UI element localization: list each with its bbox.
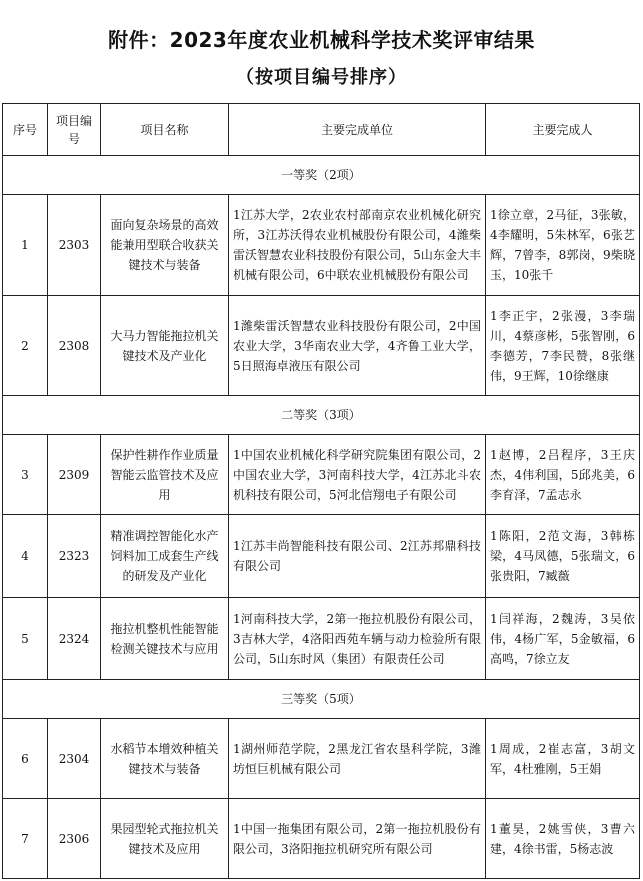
row-project-name: 水稻节本增效种植关键技术与装备 (101, 719, 229, 799)
row-project-name: 拖拉机整机性能智能检测关键技术与应用 (101, 598, 229, 680)
row-people: 1周成，2崔志富，3胡文军，4杜雅刚，5王娟 (486, 719, 640, 799)
row-units: 1潍柴雷沃智慧农业科技股份有限公司，2中国农业大学，3华南农业大学，4齐鲁工业大学，5日照海卓液压有限公司 (229, 296, 486, 396)
section-first-prize (3, 156, 640, 195)
row-seq: 2 (3, 296, 48, 396)
table-row (3, 598, 640, 680)
table-row (3, 515, 640, 598)
table-row (3, 719, 640, 799)
row-code: 2304 (48, 719, 101, 799)
row-seq: 4 (3, 515, 48, 598)
header-name: 项目名称 (101, 104, 229, 156)
table-row (3, 195, 640, 296)
row-project-name: 大马力智能拖拉机关键技术及产业化 (101, 296, 229, 396)
table-row (3, 296, 640, 396)
section-second-prize (3, 396, 640, 435)
row-units: 1江苏丰尚智能科技有限公司、2江苏邦鼎科技有限公司 (229, 515, 486, 598)
row-code: 2308 (48, 296, 101, 396)
row-project-name: 精准调控智能化水产饲料加工成套生产线的研发及产业化 (101, 515, 229, 598)
row-project-name: 保护性耕作作业质量智能云监管技术及应用 (101, 435, 229, 515)
section-label: 一等奖（2项） (3, 156, 640, 195)
row-code: 2303 (48, 195, 101, 296)
section-third-prize (3, 680, 640, 719)
results-table (2, 103, 640, 879)
row-project-name: 面向复杂场景的高效能兼用型联合收获关键技术与装备 (101, 195, 229, 296)
header-seq: 序号 (3, 104, 48, 156)
row-people: 1闫祥海，2魏涛，3吴依伟，4杨广军，5金敏福，6高鸣，7徐立友 (486, 598, 640, 680)
row-seq: 7 (3, 799, 48, 879)
row-project-name: 果园型轮式拖拉机关键技术及应用 (101, 799, 229, 879)
row-people: 1徐立章，2马征，3张敏，4李耀明，5朱林军，6张艺辉，7曾李，8郭岗，9柴晓玉，10张千 (486, 195, 640, 296)
row-people: 1董昊，2姚雪侠，3曹六建，4徐书雷，5杨志波 (486, 799, 640, 879)
document-title: 附件：2023年度农业机械科学技术奖评审结果 (108, 28, 535, 52)
row-code: 2323 (48, 515, 101, 598)
row-people: 1赵博，2吕程序，3王庆杰，4伟利国，5邱兆美，6李育泽，7孟志永 (486, 435, 640, 515)
row-seq: 3 (3, 435, 48, 515)
row-units: 1江苏大学，2农业农村部南京农业机械化研究所，3江苏沃得农业机械股份有限公司，4潍柴雷沃智慧农业科技股份有限公司，5山东金大丰机械有限公司，6中联农业机械股份有限公司 (229, 195, 486, 296)
section-label: 三等奖（5项） (3, 680, 640, 719)
row-seq: 5 (3, 598, 48, 680)
row-code: 2309 (48, 435, 101, 515)
row-units: 1湖州师范学院，2黑龙江省农垦科学院，3潍坊恒巨机械有限公司 (229, 719, 486, 799)
row-units: 1河南科技大学，2第一拖拉机股份有限公司，3吉林大学，4洛阳西苑车辆与动力检验所有限公司，5山东时风（集团）有限责任公司 (229, 598, 486, 680)
row-people: 1李正宇，2张漫，3李瑞川，4蔡彦彬，5张智刚，6李德芳，7李民赞，8张继伟，9王辉，10徐继康 (486, 296, 640, 396)
header-units: 主要完成单位 (229, 104, 486, 156)
header-code: 项目编号 (48, 104, 101, 156)
row-units: 1中国一拖集团有限公司，2第一拖拉机股份有限公司，3洛阳拖拉机研究所有限公司 (229, 799, 486, 879)
row-code: 2324 (48, 598, 101, 680)
row-people: 1陈阳，2范文海，3韩栋梁，4马凤德，5张瑞文，6张贵阳，7臧薇 (486, 515, 640, 598)
document-subtitle: （按项目编号排序） (236, 67, 407, 88)
section-label: 二等奖（3项） (3, 396, 640, 435)
row-seq: 1 (3, 195, 48, 296)
row-units: 1中国农业机械化科学研究院集团有限公司，2中国农业大学，3河南科技大学，4江苏北斗农机科技有限公司，5河北信翔电子有限公司 (229, 435, 486, 515)
row-code: 2306 (48, 799, 101, 879)
header-people: 主要完成人 (486, 104, 640, 156)
table-row (3, 435, 640, 515)
header-row (3, 104, 640, 156)
table-row (3, 799, 640, 879)
row-seq: 6 (3, 719, 48, 799)
